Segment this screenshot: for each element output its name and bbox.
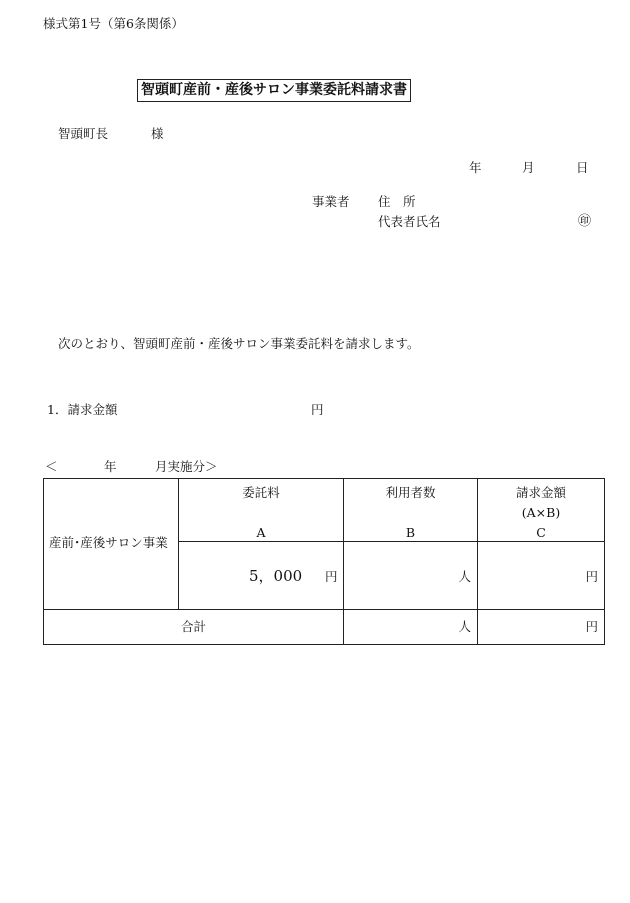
users-code: B — [405, 525, 416, 540]
addressee: 智頭町長 — [58, 126, 109, 141]
period-open: ＜ — [45, 459, 58, 474]
representative-label: 代表者氏名 — [378, 214, 441, 229]
fee-value-cell — [179, 542, 344, 610]
claim-header: 請求金額 — [515, 485, 566, 500]
claim-table — [43, 478, 605, 645]
document-title: 智頭町産前・産後サロン事業委託料請求書 — [137, 79, 411, 102]
users-value-cell — [344, 542, 478, 610]
seal-icon: ㊞ — [578, 214, 592, 229]
date-year-label: 年 — [469, 160, 482, 175]
claim-unit: 円 — [585, 569, 598, 584]
total-users-unit: 人 — [458, 619, 471, 634]
applicant-label: 事業者 — [312, 194, 350, 209]
date-day-label: 日 — [576, 160, 589, 175]
total-label: 合計 — [180, 619, 206, 634]
total-users-cell — [344, 610, 478, 645]
users-header-cell — [344, 479, 478, 542]
body-text: 次のとおり、智頭町産前・産後サロン事業委託料を請求します。 — [58, 336, 420, 351]
period-month: 月実施分＞ — [155, 459, 218, 474]
claim-header-cell — [478, 479, 605, 542]
honorific: 様 — [151, 126, 164, 141]
date-month-label: 月 — [522, 160, 535, 175]
claim-code: C — [536, 525, 546, 540]
total-label-cell — [44, 610, 344, 645]
total-claim-cell — [478, 610, 605, 645]
fee-code: A — [256, 525, 266, 540]
fee-header-cell — [179, 479, 344, 542]
users-header: 利用者数 — [385, 485, 436, 500]
address-label: 住 所 — [378, 194, 416, 209]
total-row — [44, 610, 605, 645]
total-claim-unit: 円 — [585, 619, 598, 634]
claim-formula: (A×B) — [521, 505, 561, 520]
row-label: 産前･産後サロン事業 — [49, 535, 168, 550]
claim-amount-unit: 円 — [311, 402, 324, 417]
period-year: 年 — [104, 459, 117, 474]
table-header-row — [44, 479, 605, 542]
claim-amount-label: 1．請求金額 — [47, 402, 118, 417]
users-unit: 人 — [458, 569, 471, 584]
form-number: 様式第1号（第6条関係） — [43, 16, 184, 31]
fee-header: 委託料 — [242, 485, 280, 500]
claim-value-cell — [478, 542, 605, 610]
row-label-cell — [44, 479, 179, 610]
fee-value: 5，000 — [249, 567, 303, 585]
fee-unit: 円 — [325, 569, 338, 584]
